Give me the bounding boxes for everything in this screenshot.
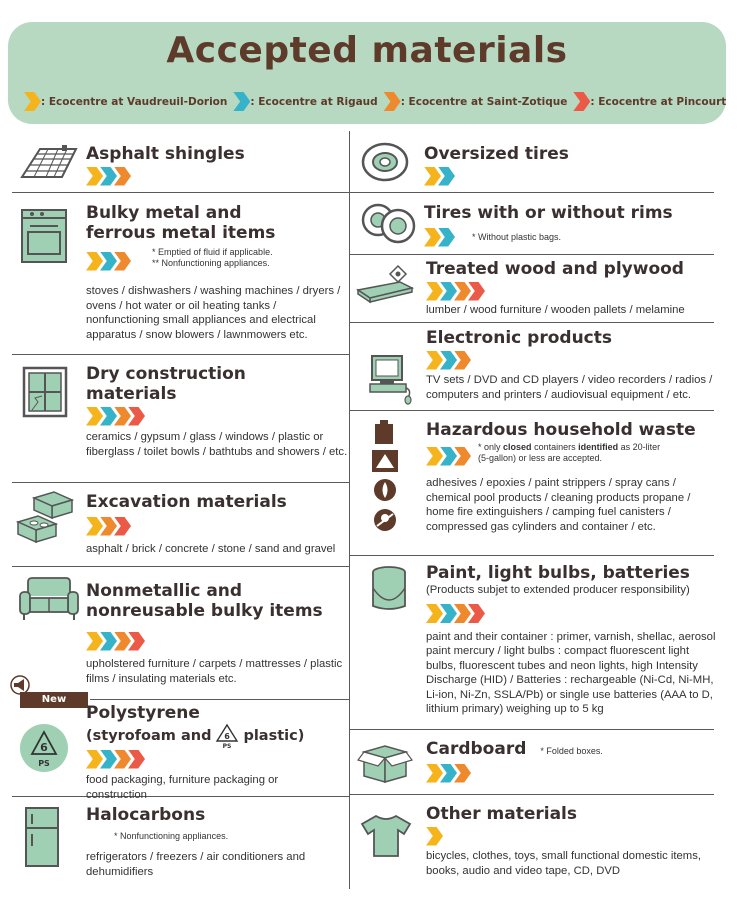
chevron-yellow-icon — [86, 750, 103, 769]
section-paint — [426, 563, 718, 717]
section-title: nonreusable bulky items — [86, 601, 323, 621]
section-title: Oversized tires — [424, 144, 569, 164]
section-bulky-metal — [86, 203, 348, 271]
section-title: Halocarbons — [86, 805, 206, 825]
ecocentre-chevrons — [426, 281, 716, 301]
section-title: ferrous metal items — [86, 223, 276, 243]
computer-icon — [368, 354, 416, 406]
note: * Folded boxes. — [540, 746, 603, 756]
column-divider — [349, 131, 350, 889]
note: * Nonfunctioning appliances. — [114, 831, 229, 841]
section-subtitle: (Products subjet to extended producer responsibility) — [426, 584, 690, 596]
section-title: Asphalt shingles — [86, 144, 245, 164]
note: * Emptied of fluid if applicable. — [152, 247, 273, 257]
ecocentre-chevrons — [86, 749, 348, 769]
chevron-yellow-icon — [86, 517, 103, 536]
divider — [350, 729, 714, 730]
section-subtitle: plastic) — [243, 728, 305, 744]
section-description: refrigerators / freezers / air conditioners and dehumidifiers — [86, 851, 306, 878]
section-description: ceramics / gypsum / glass / windows / plastic or fiberglass / toilet bowls / bathtubs and showers / etc. — [86, 431, 348, 458]
resin-code: 6 — [40, 741, 48, 754]
legend-item-pincourt: : Ecocentre at Pincourt — [573, 92, 726, 111]
chevron-yellow-icon — [424, 167, 441, 186]
tshirt-icon — [360, 814, 412, 858]
ecocentre-chevrons — [424, 166, 569, 186]
ecocentre-chevrons — [426, 763, 718, 783]
divider — [350, 192, 714, 193]
section-title: Other materials — [426, 804, 577, 824]
chevron-yellow-icon — [426, 604, 443, 623]
section-title: Paint, light bulbs, batteries — [426, 563, 690, 583]
section-title: Dry construction — [86, 364, 246, 384]
ecocentre-chevrons — [86, 166, 245, 186]
recycle-6-icon — [18, 722, 70, 774]
section-title: Polystyrene — [86, 703, 200, 723]
header-banner — [8, 22, 726, 124]
section-electronic — [426, 328, 718, 402]
section-title: Excavation materials — [86, 492, 287, 512]
section-treated-wood — [426, 259, 716, 318]
chevron-blue-icon — [233, 92, 250, 111]
section-title: materials — [86, 384, 177, 404]
section-description: bicycles, clothes, toys, small functional domestic items, books, audio and video tape, CD, DVD — [426, 850, 701, 877]
legend-item-rigaud: : Ecocentre at Rigaud — [233, 92, 377, 111]
section-tires — [424, 203, 714, 247]
ecocentre-chevrons — [86, 251, 128, 271]
section-nonmetallic — [86, 581, 348, 686]
chevron-yellow-icon — [426, 764, 443, 783]
section-description: food packaging, furniture packaging or construction — [86, 774, 279, 801]
divider — [12, 566, 349, 567]
new-badge: New — [20, 692, 88, 708]
note: * only closed containers identified as 20-liter (5-gallon) or less are accepted. — [478, 442, 661, 463]
chevron-yellow-icon — [426, 827, 443, 846]
stove-icon — [18, 206, 70, 264]
section-title: Nonmetallic and — [86, 581, 243, 601]
section-description: asphalt / brick / concrete / stone / sand and gravel — [86, 543, 336, 555]
ecocentre-chevrons — [86, 406, 348, 426]
ecocentre-chevrons — [424, 227, 452, 247]
divider — [12, 354, 349, 355]
box-icon — [356, 738, 414, 786]
legend-item-saint-zotique: : Ecocentre at Saint-Zotique — [384, 92, 568, 111]
chevron-yellow-icon — [86, 407, 103, 426]
section-description: stoves / dishwashers / washing machines / dryers / ovens / hot water or oil heating tanks / nonfunctioning small appliances and electrical apparatus / snow blowers / lawnmowers etc. — [86, 285, 341, 341]
chevron-red-icon — [573, 92, 590, 111]
divider — [12, 192, 349, 193]
section-excavation — [86, 492, 348, 557]
legend-item-vaudreuil: : Ecocentre at Vaudreuil-Dorion — [24, 92, 227, 111]
note: * Without plastic bags. — [472, 231, 562, 242]
section-oversized-tires — [424, 144, 569, 186]
ecocentre-chevrons — [86, 631, 348, 651]
ecocentre-chevrons — [426, 604, 718, 624]
chevron-yellow-icon — [424, 228, 441, 247]
legend — [24, 92, 732, 111]
section-dry-construction — [86, 364, 348, 459]
section-asphalt-shingles — [86, 144, 245, 186]
resin-code-small: 6 — [224, 732, 231, 741]
paint-can-icon — [368, 564, 410, 614]
ecocentre-chevrons — [426, 826, 718, 846]
chevron-yellow-icon — [86, 632, 103, 651]
window-icon — [22, 366, 68, 418]
page-title: Accepted materials — [166, 30, 568, 71]
section-title: Hazardous household waste — [426, 420, 696, 440]
sofa-icon — [18, 576, 80, 622]
hazard-icon — [370, 420, 400, 540]
section-description: adhesives / epoxies / paint strippers / spray cans / chemical pool products / cleaning products propane / home fire extinguishers / camping fuel canisters / compressed gas cylinders and container / etc. — [426, 477, 691, 533]
divider — [350, 254, 714, 255]
section-description: upholstered furniture / carpets / mattresses / plastic films / insulating materials etc. — [86, 658, 343, 685]
section-halocarbons — [86, 805, 348, 879]
note: ** Nonfunctioning appliances. — [152, 258, 270, 268]
big-tire-icon — [360, 140, 410, 184]
divider — [12, 482, 349, 483]
divider — [350, 410, 714, 411]
chevron-yellow-icon — [24, 92, 41, 111]
section-description: TV sets / DVD and CD players / video recorders / radios / computers and printers / audiovisual equipment / etc. — [426, 374, 713, 401]
chevron-yellow-icon — [86, 252, 103, 271]
section-cardboard — [426, 739, 718, 783]
chevron-yellow-icon — [426, 447, 443, 466]
section-hazardous — [426, 420, 718, 534]
chevron-yellow-icon — [426, 282, 443, 301]
section-description: paint and their container : primer, varnish, shellac, aerosol paint mercury / light bulbs : compact fluorescent light bulbs, fluorescent tubes and neon lights, high Intensity Discharge (HID) / Batteries : rechargeable (Ni-Cd, Ni-MH, Li-ion, Ni-Zn, SSLA/Pb) or single use batteries (AAA to D, lithium primary) weighing up to 5 kg — [426, 630, 716, 715]
divider — [90, 699, 349, 700]
ecocentre-chevrons — [86, 516, 348, 536]
section-title: Electronic products — [426, 328, 612, 348]
section-title: Tires with or without rims — [424, 203, 673, 223]
roof-icon — [18, 143, 80, 181]
section-title: Treated wood and plywood — [426, 259, 684, 279]
divider — [350, 322, 714, 323]
section-title: Bulky metal and — [86, 203, 242, 223]
divider — [350, 794, 714, 795]
section-title: Cardboard — [426, 739, 527, 759]
section-polystyrene — [86, 703, 348, 802]
section-other — [426, 804, 718, 878]
chevron-orange-icon — [384, 92, 401, 111]
recycle-6-small-icon — [214, 723, 240, 749]
ecocentre-chevrons — [426, 446, 468, 466]
chevron-yellow-icon — [86, 167, 103, 186]
divider — [350, 555, 714, 556]
resin-label: PS — [38, 759, 50, 768]
section-description: lumber / wood furniture / wooden pallets / melamine — [426, 304, 685, 316]
plank-icon — [356, 264, 416, 304]
chevron-yellow-icon — [426, 351, 443, 370]
ecocentre-chevrons — [426, 350, 718, 370]
section-subtitle: (styrofoam and — [86, 728, 212, 744]
tires-icon — [360, 200, 418, 246]
resin-label-small: PS — [223, 743, 232, 749]
fridge-icon — [22, 806, 62, 870]
bricks-icon — [14, 490, 76, 550]
